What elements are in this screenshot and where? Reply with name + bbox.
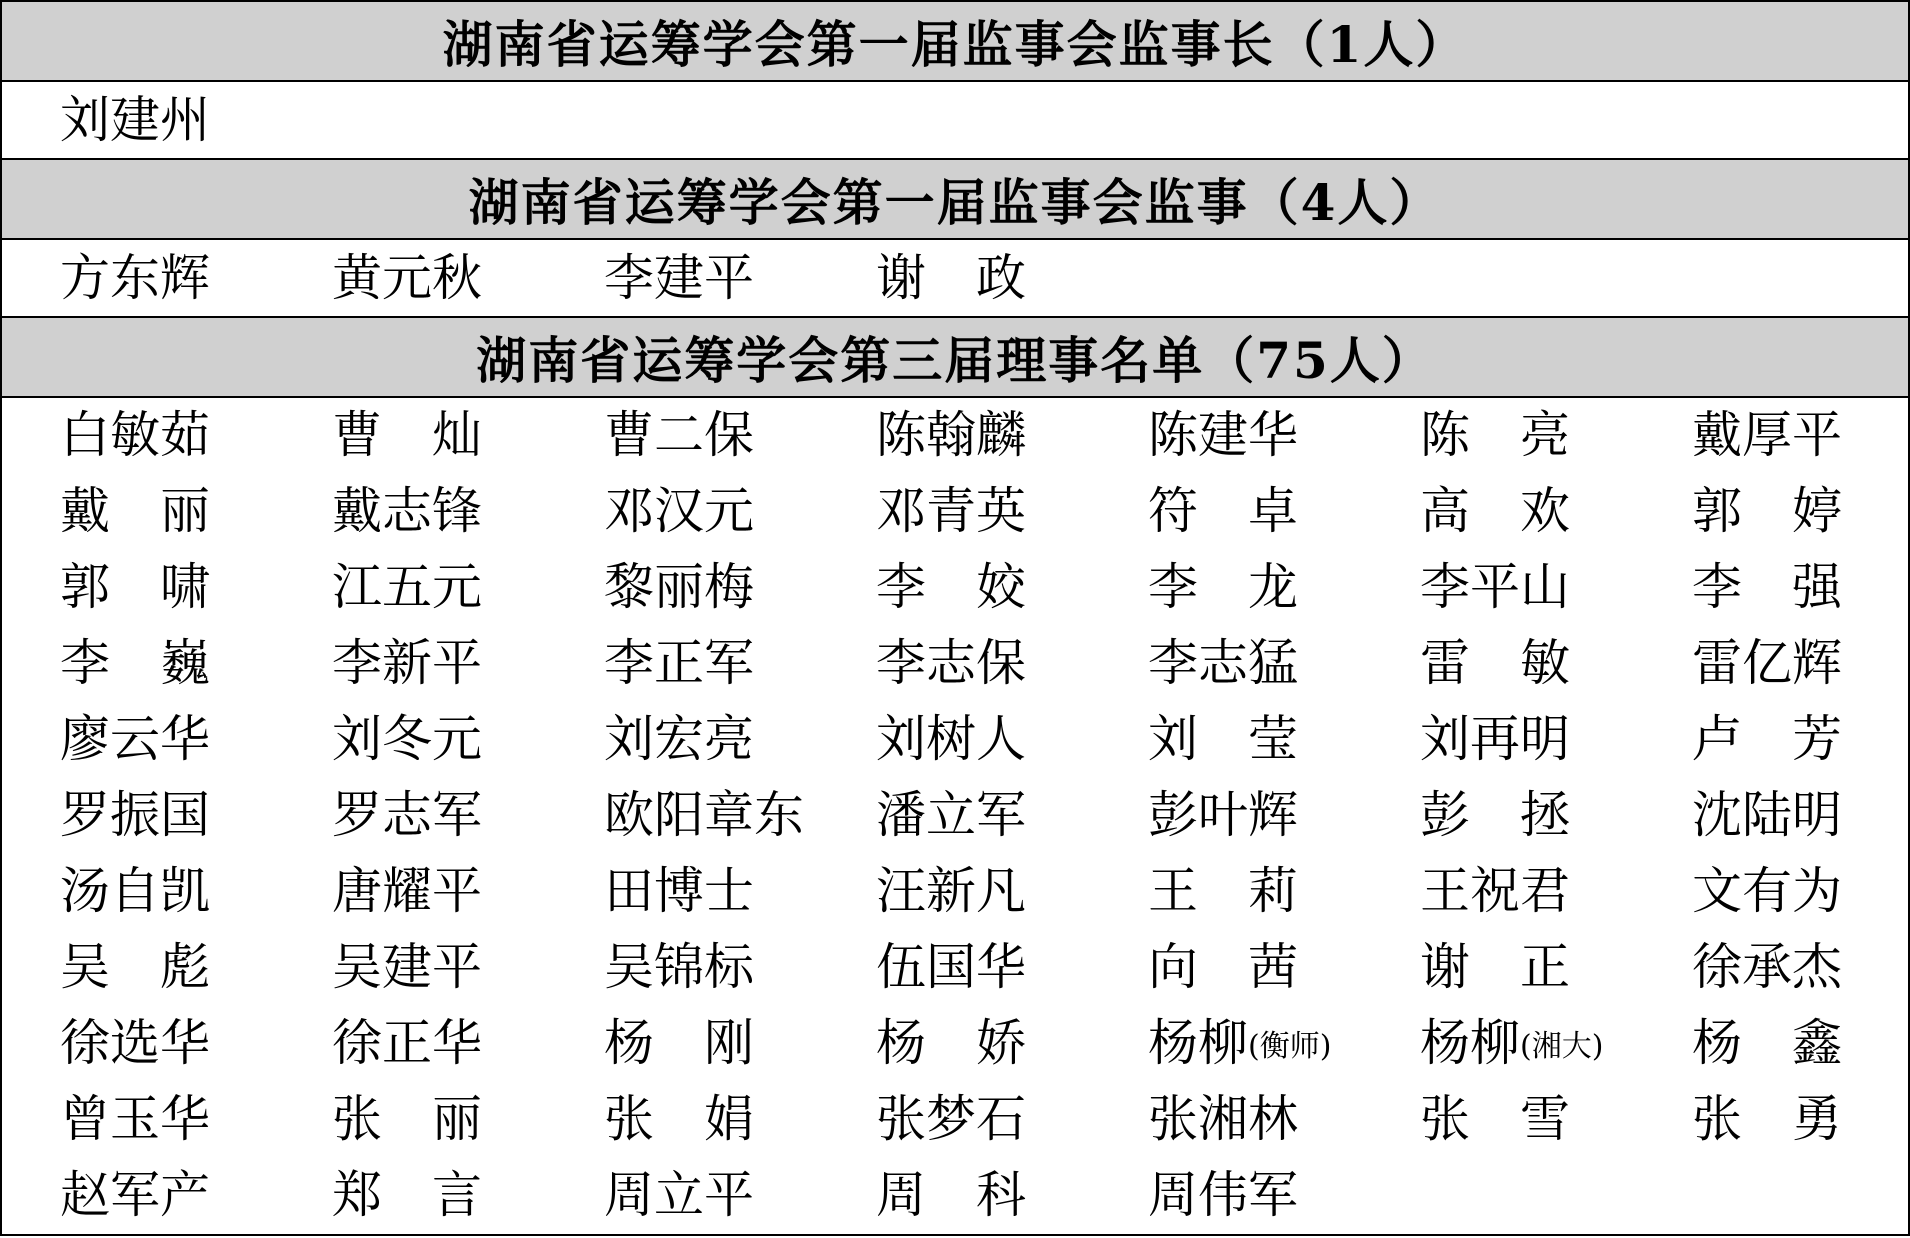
director-name-text: 江五元 <box>332 558 482 616</box>
director-name-text: 曹 灿 <box>332 406 482 464</box>
director-name <box>876 1014 1026 1072</box>
director-name <box>604 786 804 844</box>
director-name <box>1148 558 1298 616</box>
director-name <box>1148 1166 1298 1224</box>
name-cell: 方东辉 <box>60 249 210 307</box>
director-name <box>332 786 482 844</box>
director-name-text: 吴锦标 <box>604 938 754 996</box>
director-name-text: 陈 亮 <box>1420 406 1570 464</box>
director-name-text: 高 欢 <box>1420 482 1570 540</box>
director-name <box>1692 634 1842 692</box>
director-name-text: 刘树人 <box>876 710 1026 768</box>
director-name <box>876 1166 1026 1224</box>
director-name-text: 杨 刚 <box>604 1014 754 1072</box>
director-name-text: 李正军 <box>604 634 754 692</box>
director-name <box>60 1014 210 1072</box>
director-name <box>332 1014 482 1072</box>
director-name <box>876 862 1026 920</box>
director-name-text: 雷 敏 <box>1420 634 1570 692</box>
section-header-chief-supervisor <box>2 2 1908 82</box>
director-name <box>604 482 754 540</box>
director-name-text: 李平山 <box>1420 558 1570 616</box>
director-name <box>876 710 1026 768</box>
director-name-text: 白敏茹 <box>60 406 210 464</box>
director-name-text: 廖云华 <box>60 710 210 768</box>
director-name <box>332 1166 482 1224</box>
director-name <box>60 634 210 692</box>
director-name <box>604 1090 754 1148</box>
director-name-text: 张 勇 <box>1692 1090 1842 1148</box>
director-name <box>60 862 210 920</box>
director-name <box>876 1090 1026 1148</box>
affiliation-note: (衡师) <box>1248 1029 1332 1064</box>
director-name <box>1420 710 1570 768</box>
director-name <box>1692 938 1842 996</box>
director-name-text: 田博士 <box>604 862 754 920</box>
director-name-text: 向 茜 <box>1148 938 1298 996</box>
section-title: 湖南省运筹学会第一届监事会监事长（1人） <box>442 15 1468 74</box>
section-title: 湖南省运筹学会第三届理事名单（75人） <box>476 331 1434 390</box>
director-name <box>876 634 1026 692</box>
director-name <box>332 938 482 996</box>
director-name <box>604 558 754 616</box>
director-name-text: 邓青英 <box>876 482 1026 540</box>
director-name <box>1420 786 1570 844</box>
director-name <box>1148 1014 1332 1072</box>
name-cell: 刘建州 <box>60 91 210 149</box>
director-name-text: 陈翰麟 <box>876 406 1026 464</box>
director-name <box>1148 786 1298 844</box>
director-name-text: 赵军产 <box>60 1166 210 1224</box>
director-name-text: 李志保 <box>876 634 1026 692</box>
director-name <box>604 862 754 920</box>
director-name <box>876 938 1026 996</box>
director-name-text: 刘 莹 <box>1148 710 1298 768</box>
director-name-text: 王祝君 <box>1420 862 1570 920</box>
director-name <box>1420 1014 1604 1072</box>
director-name-text: 欧阳章东 <box>604 786 804 844</box>
director-name-text: 张 丽 <box>332 1090 482 1148</box>
director-name-text: 罗志军 <box>332 786 482 844</box>
director-name <box>876 406 1026 464</box>
name-cell: 黄元秋 <box>332 249 482 307</box>
director-name <box>1692 862 1842 920</box>
director-name <box>1420 558 1570 616</box>
director-name <box>332 558 482 616</box>
name-cell: 谢 政 <box>876 249 1026 307</box>
director-name <box>1148 710 1298 768</box>
director-name-text: 沈陆明 <box>1692 786 1842 844</box>
director-name <box>604 1014 754 1072</box>
director-name <box>1148 1090 1298 1148</box>
director-name <box>1420 482 1570 540</box>
director-name-text: 徐正华 <box>332 1014 482 1072</box>
director-name-text: 刘宏亮 <box>604 710 754 768</box>
director-name-text: 汪新凡 <box>876 862 1026 920</box>
director-name-text: 曾玉华 <box>60 1090 210 1148</box>
director-name <box>332 862 482 920</box>
director-name-text: 雷亿辉 <box>1692 634 1842 692</box>
director-name-text: 黎丽梅 <box>604 558 754 616</box>
director-name <box>1420 862 1570 920</box>
director-name-text: 文有为 <box>1692 862 1842 920</box>
director-name-text: 张 雪 <box>1420 1090 1570 1148</box>
director-name-text: 戴志锋 <box>332 482 482 540</box>
section-header-supervisors <box>2 160 1908 240</box>
director-name-text: 伍国华 <box>876 938 1026 996</box>
director-name-text: 李 姣 <box>876 558 1026 616</box>
director-name-text: 李新平 <box>332 634 482 692</box>
director-name-text: 徐选华 <box>60 1014 210 1072</box>
director-name <box>1420 1090 1570 1148</box>
director-name <box>1692 786 1842 844</box>
director-name-text: 杨 娇 <box>876 1014 1026 1072</box>
affiliation-note: (湘大) <box>1520 1029 1604 1064</box>
section-header-directors <box>2 318 1908 398</box>
director-name-text: 郭 婷 <box>1692 482 1842 540</box>
director-name <box>332 406 482 464</box>
director-name-text: 张 娟 <box>604 1090 754 1148</box>
director-name-text: 周立平 <box>604 1166 754 1224</box>
director-name <box>60 558 210 616</box>
director-name <box>1692 1090 1842 1148</box>
director-name <box>876 786 1026 844</box>
director-name <box>1148 482 1298 540</box>
director-name-text: 彭 拯 <box>1420 786 1570 844</box>
director-name <box>60 1166 210 1224</box>
director-name-text: 郑 言 <box>332 1166 482 1224</box>
chief-supervisor-row <box>2 82 1908 160</box>
director-name <box>60 406 210 464</box>
director-name <box>604 710 754 768</box>
director-name <box>1692 406 1842 464</box>
director-name-text: 李 强 <box>1692 558 1842 616</box>
director-name-text: 周伟军 <box>1148 1166 1298 1224</box>
director-name-text: 汤自凯 <box>60 862 210 920</box>
director-name <box>60 1090 210 1148</box>
director-name <box>876 482 1026 540</box>
director-name-text: 罗振国 <box>60 786 210 844</box>
director-name <box>1148 862 1298 920</box>
director-name <box>332 482 482 540</box>
director-name-text: 郭 啸 <box>60 558 210 616</box>
director-name <box>60 938 210 996</box>
director-name-text: 戴 丽 <box>60 482 210 540</box>
director-name <box>332 710 482 768</box>
section-title: 湖南省运筹学会第一届监事会监事（4人） <box>468 173 1442 232</box>
director-name <box>60 482 210 540</box>
supervisors-row <box>2 240 1908 318</box>
director-name-text: 邓汉元 <box>604 482 754 540</box>
director-name <box>1420 634 1570 692</box>
director-name <box>1148 938 1298 996</box>
director-name <box>604 406 754 464</box>
director-name-text: 李 巍 <box>60 634 210 692</box>
director-name-text: 刘再明 <box>1420 710 1570 768</box>
director-name <box>60 786 210 844</box>
director-name <box>60 710 210 768</box>
director-name-text: 张梦石 <box>876 1090 1026 1148</box>
director-name <box>1148 634 1298 692</box>
director-name <box>332 1090 482 1148</box>
director-name-text: 彭叶辉 <box>1148 786 1298 844</box>
director-name-text: 唐耀平 <box>332 862 482 920</box>
director-name-text: 吴建平 <box>332 938 482 996</box>
director-name <box>1692 710 1842 768</box>
director-name-text: 符 卓 <box>1148 482 1298 540</box>
director-name <box>1420 406 1570 464</box>
director-name-text: 张湘林 <box>1148 1090 1298 1148</box>
director-name-text: 陈建华 <box>1148 406 1298 464</box>
director-name-text: 周 科 <box>876 1166 1026 1224</box>
director-name-text: 杨柳 <box>1420 1014 1520 1072</box>
director-name <box>604 938 754 996</box>
director-name-text: 杨柳 <box>1148 1014 1248 1072</box>
director-name <box>876 558 1026 616</box>
director-name-text: 戴厚平 <box>1692 406 1842 464</box>
name-cell: 李建平 <box>604 249 754 307</box>
director-name-text: 潘立军 <box>876 786 1026 844</box>
director-name-text: 王 莉 <box>1148 862 1298 920</box>
director-name <box>1692 558 1842 616</box>
director-name-text: 谢 正 <box>1420 938 1570 996</box>
director-name-text: 李 龙 <box>1148 558 1298 616</box>
director-name-text: 徐承杰 <box>1692 938 1842 996</box>
director-name-text: 李志猛 <box>1148 634 1298 692</box>
director-name <box>1148 406 1298 464</box>
director-name <box>1692 1014 1842 1072</box>
director-name-text: 杨 鑫 <box>1692 1014 1842 1072</box>
director-name-text: 曹二保 <box>604 406 754 464</box>
director-name <box>1420 938 1570 996</box>
director-name <box>604 1166 754 1224</box>
directors-grid <box>2 398 1908 1234</box>
director-name <box>332 634 482 692</box>
director-name <box>604 634 754 692</box>
director-name-text: 卢 芳 <box>1692 710 1842 768</box>
director-name <box>1692 482 1842 540</box>
director-name-text: 刘冬元 <box>332 710 482 768</box>
director-name-text: 吴 彪 <box>60 938 210 996</box>
